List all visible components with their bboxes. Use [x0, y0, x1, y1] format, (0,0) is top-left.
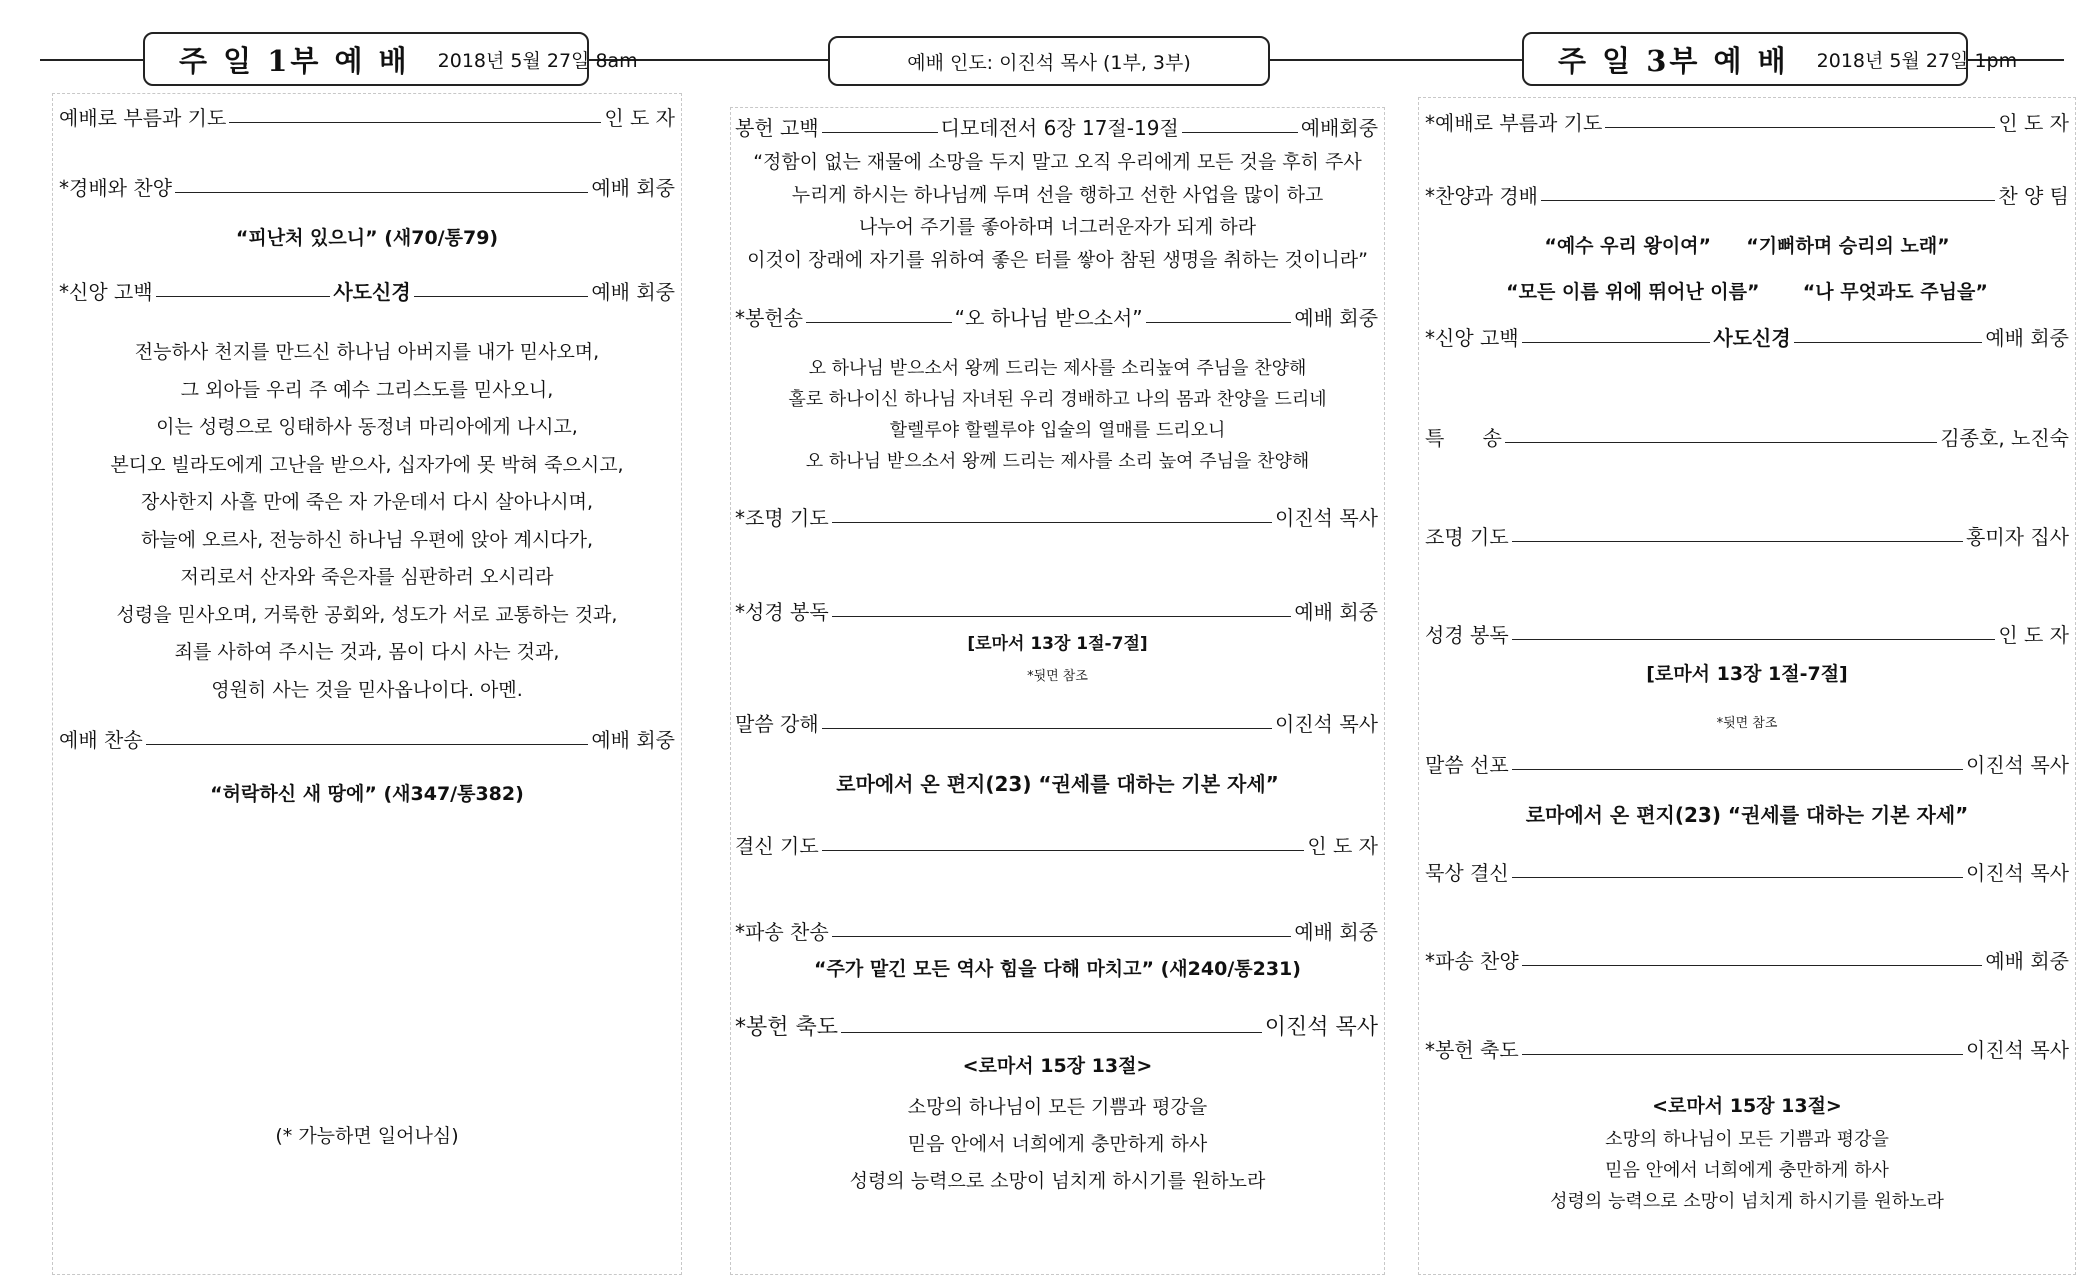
leader-line [1146, 322, 1292, 323]
service1-title: 주 일 1부 예 배 [179, 43, 410, 78]
item-label: 묵상 결신 [1425, 861, 1509, 885]
leader-line [229, 122, 601, 123]
leader-line [822, 728, 1272, 729]
lyric-line: 오 하나님 받으소서 왕께 드리는 제사를 소리높여 주님을 찬양해 [808, 358, 1307, 379]
leader-line [1605, 127, 1995, 128]
benediction-line: 소망의 하나님이 모든 기쁨과 평강을 [907, 1096, 1208, 1118]
item-label: *경배와 찬양 [59, 176, 172, 200]
item-leader: 이진석 목사 [1264, 1015, 1378, 1040]
order-item [59, 728, 675, 752]
service1-column [52, 93, 682, 1275]
item-label: 특 송 [1425, 426, 1502, 450]
offering-verse [731, 146, 1384, 276]
leader-line [414, 296, 589, 297]
leader-line [1794, 342, 1983, 343]
order-item [1425, 525, 2069, 549]
order-item [735, 116, 1378, 140]
item-label: *찬양과 경배 [1425, 184, 1538, 208]
creed-line: 장사한지 사흘 만에 죽은 자 가운데서 다시 살아나시며, [140, 491, 594, 513]
benediction-reference: <로마서 15장 13절> [1652, 1095, 1842, 1117]
center-column [730, 107, 1385, 1275]
benediction-line: 믿음 안에서 너희에게 충만하게 하사 [1605, 1160, 1889, 1181]
item-leader: 김종호, 노진숙 [1940, 426, 2069, 450]
order-item [735, 712, 1378, 736]
item-label: *성경 봉독 [735, 600, 829, 624]
order-item [735, 306, 1378, 330]
creed-line: 죄를 사하여 주시는 것과, 몸이 다시 사는 것과, [174, 641, 560, 663]
benediction-line: 믿음 안에서 너희에게 충만하게 하사 [907, 1133, 1208, 1155]
item-leader: 인 도 자 [1998, 623, 2069, 647]
item-label: *파송 찬양 [1425, 949, 1519, 973]
item-detail: 사도신경 [333, 280, 411, 304]
order-item [59, 280, 675, 304]
song-title: “예수 우리 왕이여” [1544, 235, 1712, 257]
creed-line: 이는 성령으로 잉태하사 동정녀 마리아에게 나시고, [156, 416, 578, 438]
item-leader: 인 도 자 [604, 106, 675, 130]
creed-line: 영원히 사는 것을 믿사옵나이다. 아멘. [211, 678, 523, 701]
item-leader: 인 도 자 [1307, 834, 1378, 858]
order-item [1425, 426, 2069, 450]
offering-song-lyrics [731, 353, 1384, 477]
praise-songs [1419, 234, 2075, 259]
item-label: *예배로 부름과 기도 [1425, 111, 1603, 135]
order-item [1425, 623, 2069, 647]
leader-line [1541, 200, 1995, 201]
leader-line [832, 616, 1292, 617]
leader-line [1522, 342, 1711, 343]
service1-date: 2018년 5월 27일 8am [437, 49, 638, 72]
leader-line [1522, 965, 1983, 966]
lyric-line: 오 하나님 받으소서 왕께 드리는 제사를 소리 높여 주님을 찬양해 [805, 451, 1310, 472]
benediction-line: 성령의 능력으로 소망이 넘치게 하시기를 원하노라 [849, 1170, 1266, 1192]
item-leader: 예배 회중 [1985, 326, 2069, 350]
verse-line: 나누어 주기를 좋아하며 너그러운자가 되게 하라 [858, 216, 1257, 238]
item-label: 결신 기도 [735, 834, 819, 858]
creed-line: 전능하사 천지를 만드신 하나님 아버지를 내가 믿사오며, [134, 341, 600, 363]
creed-line: 하늘에 오르사, 전능하신 하나님 우편에 앉아 계시다가, [140, 528, 594, 551]
song-title: “모든 이름 위에 뛰어난 이름” [1506, 281, 1760, 303]
order-item [735, 920, 1378, 944]
service3-date: 2018년 5월 27일 1pm [1816, 49, 2018, 72]
sermon-title: 로마에서 온 편지(23) “권세를 대하는 기본 자세” [1525, 803, 1969, 827]
order-item [735, 834, 1378, 858]
order-item [1425, 753, 2069, 777]
item-label: 성경 봉독 [1425, 623, 1509, 647]
scripture-reference: [로마서 13장 1절-7절] [967, 634, 1148, 654]
order-item [1425, 1038, 2069, 1062]
order-item [735, 1016, 1378, 1040]
scripture-reference: [로마서 13장 1절-7절] [1646, 663, 1848, 685]
creed-line: 성령을 믿사오며, 거룩한 공회와, 성도가 서로 교통하는 것과, [116, 603, 618, 626]
item-leader: 이진석 목사 [1966, 753, 2069, 777]
praise-songs [1419, 280, 2075, 305]
benediction-reference: <로마서 15장 13절> [962, 1055, 1153, 1077]
leader-line [832, 522, 1272, 523]
item-label: 예배 찬송 [59, 728, 143, 752]
item-leader: 예배회중 [1300, 116, 1379, 140]
lyric-line: 홀로 하나이신 하나님 자녀된 우리 경배하고 나의 몸과 찬양을 드리네 [788, 389, 1327, 410]
item-label: *봉헌송 [735, 306, 803, 330]
order-item [1425, 326, 2069, 350]
item-leader: 예배 회중 [1985, 949, 2069, 973]
hymn-title: “피난처 있으니” (새70/통79) [235, 227, 499, 249]
verse-line: 누리게 하시는 하나님께 두며 선을 행하고 선한 사업을 많이 하고 [791, 183, 1324, 206]
item-detail: “오 하나님 받으소서” [954, 306, 1143, 330]
item-detail: 디모데전서 6장 17절-19절 [940, 116, 1179, 140]
apostles-creed [53, 334, 681, 709]
hymn-title: “허락하신 새 땅에” (새347/통382) [210, 783, 524, 805]
leader-line [1512, 769, 1963, 770]
order-item [1425, 184, 2069, 208]
standing-note: (* 가능하면 일어나심) [275, 1125, 459, 1147]
item-leader: 이진석 목사 [1275, 506, 1378, 530]
leader-line [841, 1032, 1262, 1033]
benediction-text [1419, 1124, 2075, 1217]
sermon-title: 로마에서 온 편지(23) “권세를 대하는 기본 자세” [836, 772, 1279, 796]
item-leader: 이진석 목사 [1275, 712, 1378, 736]
scripture-note: *뒷면 참조 [1027, 669, 1088, 684]
lyric-line: 할렐루야 할렐루야 입술의 열매를 드리오니 [889, 420, 1226, 441]
header-rule-mid-right [1268, 59, 1523, 61]
order-item [1425, 111, 2069, 135]
worship-leader-text: 예배 인도: 이진석 목사 (1부, 3부) [907, 51, 1191, 74]
item-label: *신앙 고백 [1425, 326, 1519, 350]
item-label: *봉헌 축도 [1425, 1038, 1519, 1062]
item-leader: 예배 회중 [591, 280, 675, 304]
worship-leader-header [828, 36, 1270, 86]
leader-line [1512, 639, 1996, 640]
item-label: *조명 기도 [735, 506, 829, 530]
item-label: 말씀 선포 [1425, 753, 1509, 777]
order-item [735, 600, 1378, 624]
item-leader: 예배 회중 [1294, 920, 1378, 944]
creed-line: 그 외아들 우리 주 예수 그리스도를 믿사오니, [180, 378, 554, 401]
item-leader: 예배 회중 [1294, 600, 1378, 624]
item-leader: 예배 회중 [591, 176, 675, 200]
leader-line [822, 850, 1305, 851]
verse-line: “정함이 없는 재물에 소망을 두지 말고 오직 우리에게 모든 것을 후히 주사 [753, 151, 1362, 173]
scripture-note: *뒷면 참조 [1716, 716, 1778, 731]
service1-header [143, 32, 638, 86]
leader-line [806, 322, 952, 323]
item-label: *신앙 고백 [59, 280, 153, 304]
item-leader: 예배 회중 [1294, 306, 1379, 330]
item-leader: 이진석 목사 [1966, 1038, 2069, 1062]
item-label: 봉헌 고백 [735, 116, 819, 140]
leader-line [1522, 1054, 1963, 1055]
leader-line [146, 744, 589, 745]
benediction-line: 소망의 하나님이 모든 기쁨과 평강을 [1605, 1129, 1889, 1150]
creed-line: 저리로서 산자와 죽은자를 심판하러 오시리라 [180, 566, 554, 588]
leader-line [822, 132, 938, 133]
item-leader: 찬 양 팀 [1998, 184, 2069, 208]
item-label: 예배로 부름과 기도 [59, 106, 227, 130]
item-leader: 홍미자 집사 [1966, 525, 2069, 549]
benediction-line: 성령의 능력으로 소망이 넘치게 하시기를 원하노라 [1550, 1191, 1944, 1212]
order-item [59, 106, 675, 130]
leader-line [1505, 442, 1938, 443]
service3-header [1522, 32, 2018, 86]
item-label: *파송 찬송 [735, 920, 829, 944]
item-label: *봉헌 축도 [735, 1015, 839, 1040]
leader-line [1182, 132, 1298, 133]
header-rule-left [40, 59, 145, 61]
item-leader: 예배 회중 [591, 728, 675, 752]
leader-line [175, 192, 588, 193]
song-title: “나 무엇과도 주님을” [1802, 281, 1988, 303]
song-title: “기뻐하며 승리의 노래” [1746, 235, 1950, 257]
item-leader: 이진석 목사 [1966, 861, 2069, 885]
leader-line [832, 936, 1292, 937]
order-item [59, 176, 675, 200]
hymn-title: “주가 맡긴 모든 역사 힘을 다해 마치고” (새240/통231) [814, 958, 1301, 980]
order-item [1425, 861, 2069, 885]
order-item [1425, 949, 2069, 973]
creed-line: 본디오 빌라도에게 고난을 받으사, 십자가에 못 박혀 죽으시고, [110, 453, 624, 476]
benediction-text [731, 1089, 1384, 1200]
leader-line [1512, 877, 1963, 878]
service3-column [1418, 97, 2076, 1275]
leader-line [1512, 541, 1963, 542]
order-item [735, 506, 1378, 530]
item-detail: 사도신경 [1713, 326, 1791, 350]
verse-line: 이것이 장래에 자기를 위하여 좋은 터를 쌓아 참된 생명을 취하는 것이니라” [747, 248, 1368, 271]
service3-title: 주 일 3부 예 배 [1558, 43, 1789, 78]
item-label: 말씀 강해 [735, 712, 819, 736]
item-label: 조명 기도 [1425, 525, 1509, 549]
leader-line [156, 296, 331, 297]
item-leader: 인 도 자 [1998, 111, 2069, 135]
